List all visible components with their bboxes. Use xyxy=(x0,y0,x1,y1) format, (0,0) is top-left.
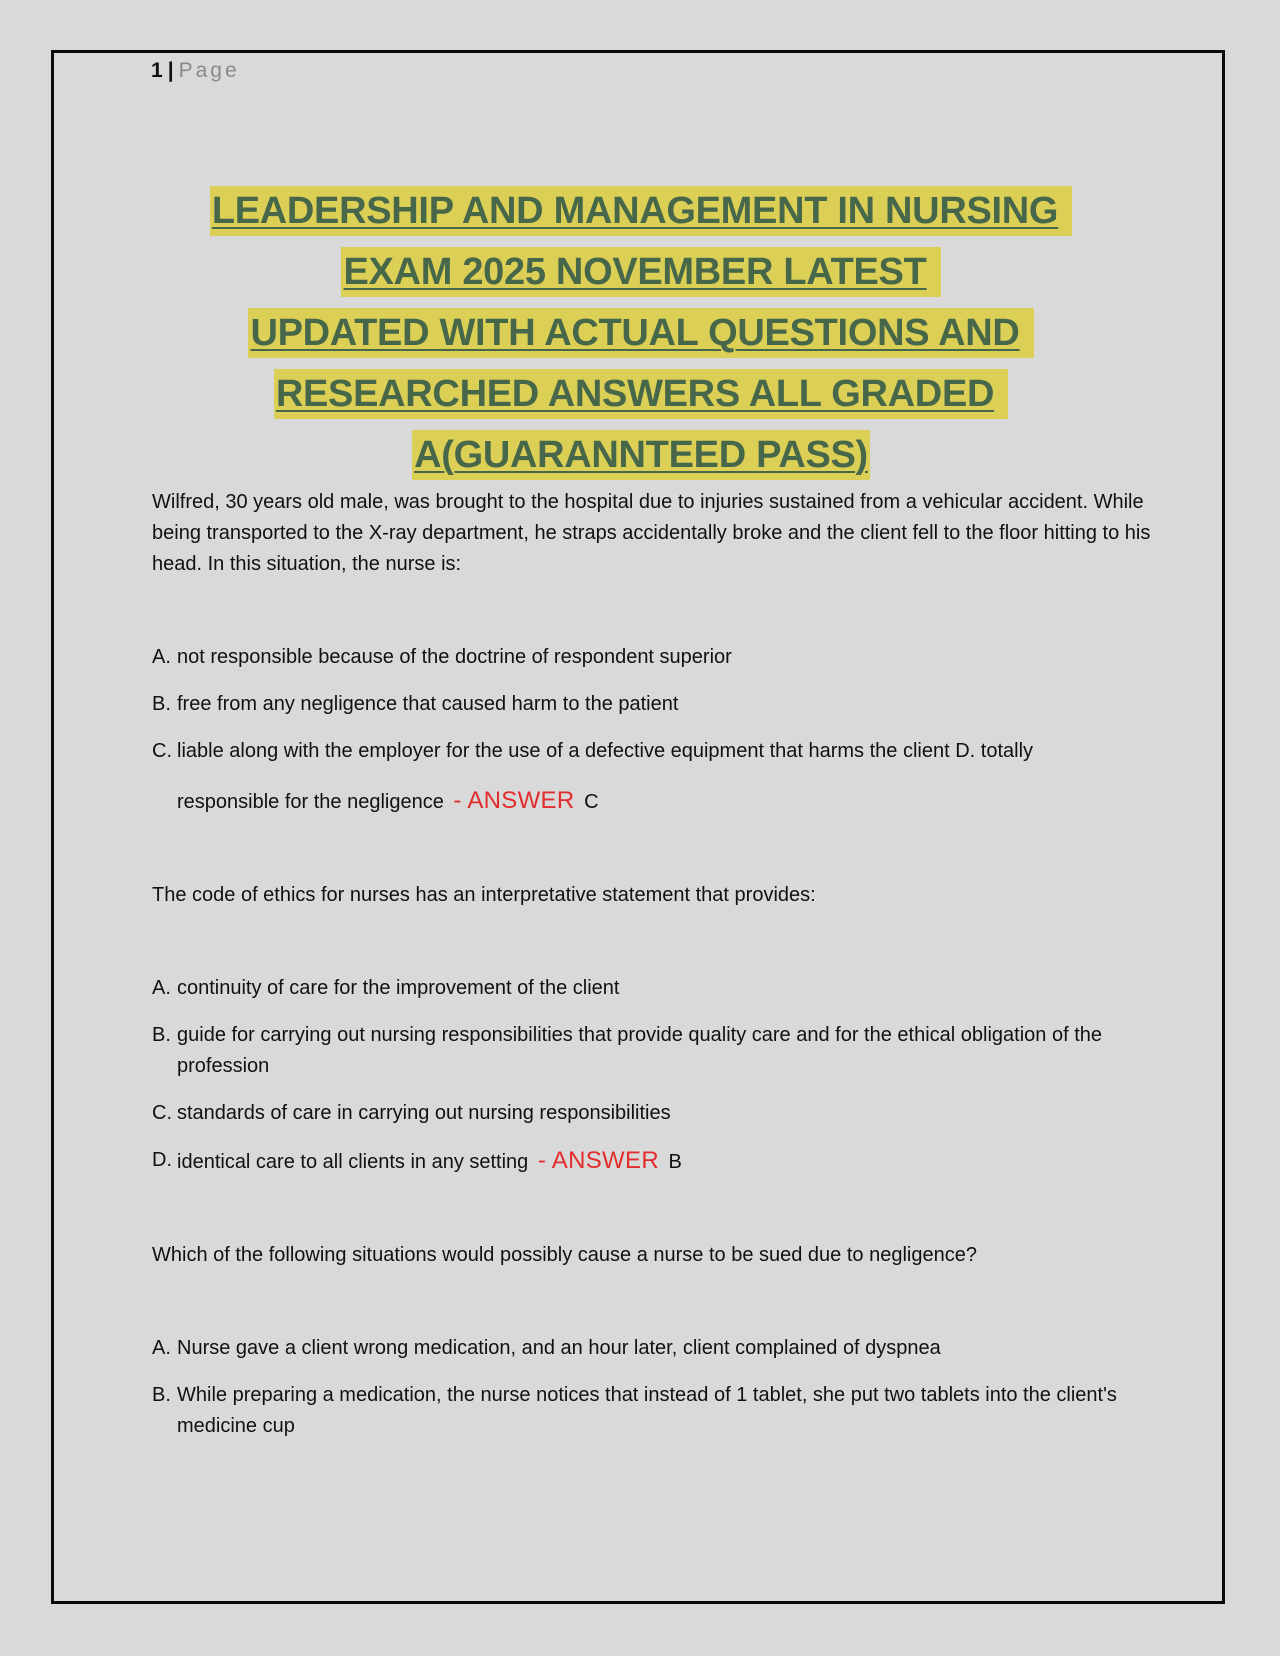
question-1-options xyxy=(152,642,1152,818)
option-item: D. identical care to all clients in any setting - ANSWER B xyxy=(152,1147,682,1174)
option-item: A. not responsible because of the doctrine of respondent superior xyxy=(152,646,732,668)
option-item: B. free from any negligence that caused harm to the patient xyxy=(152,693,679,715)
page-label: Page xyxy=(178,59,240,82)
document-page xyxy=(51,50,1225,1604)
option-item: B. guide for carrying out nursing responsibilities that provide quality care and for the ethical obligation of the profession xyxy=(152,1024,1102,1077)
title-line: RESEARCHED ANSWERS ALL GRADED xyxy=(54,369,1228,430)
question-3-options xyxy=(152,1333,1152,1442)
title-line: UPDATED WITH ACTUAL QUESTIONS AND xyxy=(54,308,1228,369)
question-2-options xyxy=(152,973,1152,1178)
answer-value: C xyxy=(584,791,599,813)
page-separator: | xyxy=(167,59,175,82)
answer-label: - ANSWER xyxy=(453,787,575,814)
answer-label: - ANSWER xyxy=(537,1147,659,1174)
question-1-text: Wilfred, 30 years old male, was brought to the hospital due to injuries sustained from a vehicular accident. While being transported to the X-ray department, he straps accidentally broke and the client fell to the floor hitting to his head. In this situation, the nurse is: xyxy=(152,491,1151,575)
option-item: A. continuity of care for the improvement of the client xyxy=(152,977,620,999)
question-2-text: The code of ethics for nurses has an interpretative statement that provides: xyxy=(152,884,816,906)
option-item: C. standards of care in carrying out nursing responsibilities xyxy=(152,1102,671,1124)
answer-value: B xyxy=(668,1151,682,1173)
title-line: LEADERSHIP AND MANAGEMENT IN NURSING xyxy=(54,186,1228,247)
title-line: EXAM 2025 NOVEMBER LATEST xyxy=(54,247,1228,308)
option-continuation: responsible for the negligence - ANSWER C xyxy=(177,787,599,814)
page-number-header xyxy=(151,59,240,83)
option-item: C. liable along with the employer for the use of a defective equipment that harms the client D. totally xyxy=(152,740,1034,762)
document-title xyxy=(54,186,1228,491)
option-item: A. Nurse gave a client wrong medication, and an hour later, client complained of dyspnea xyxy=(152,1337,941,1359)
page-number: 1 xyxy=(151,59,164,82)
option-item: B. While preparing a medication, the nurse notices that instead of 1 tablet, she put two tablets into the client's medicine cup xyxy=(152,1384,1117,1437)
title-line: A(GUARANNTEED PASS) xyxy=(54,430,1228,491)
question-3-text: Which of the following situations would possibly cause a nurse to be sued due to negligence? xyxy=(152,1244,977,1266)
document-body xyxy=(152,487,1152,1458)
